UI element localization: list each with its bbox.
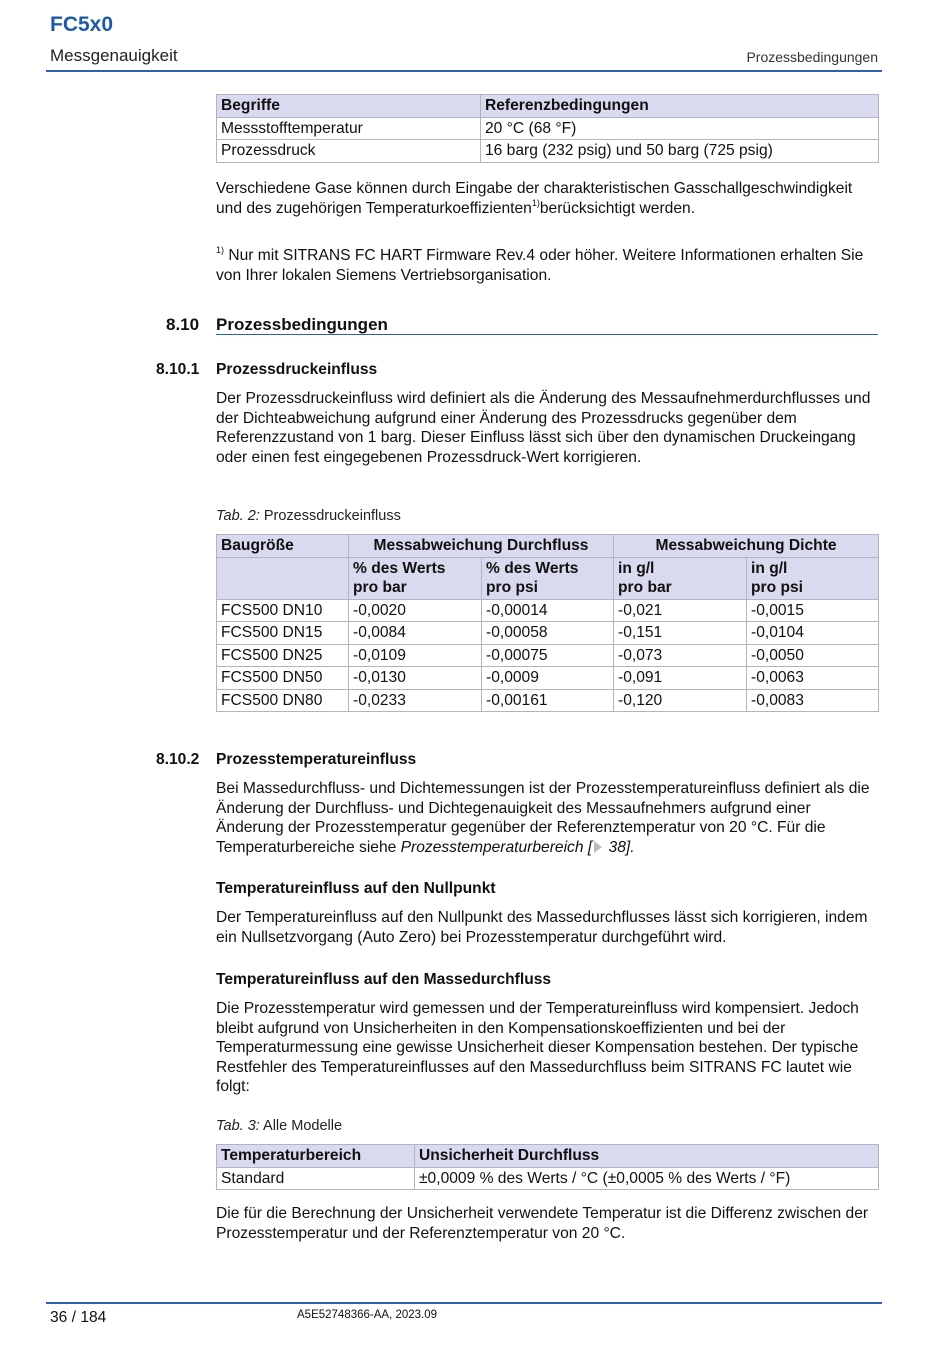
table-row: [217, 117, 879, 140]
footnote-text: Nur mit SITRANS FC HART Firmware Rev.4 oder höher. Weitere Informationen erhalten Sie von Ihrer lokalen Siemens Vertriebsorganisation.: [216, 247, 864, 284]
subsection-title: Prozessdruckeinfluss: [216, 361, 378, 378]
table-cell: -0,00161: [482, 689, 614, 712]
table-header-cell: [349, 557, 482, 599]
table-cell: FCS500 DN25: [217, 644, 349, 667]
closing-paragraph: Die für die Berechnung der Unsicherheit verwendete Temperatur ist die Differenz zwischen der Prozesstemperatur und der Referenztemperatur von 20 °C.: [216, 1205, 869, 1242]
table-row: [217, 1167, 879, 1190]
table-header-row: [217, 1145, 879, 1168]
table-cell: -0,021: [614, 599, 747, 622]
page-arrow-icon: [594, 841, 602, 853]
table-cell: -0,0084: [349, 622, 482, 645]
caption-text: Alle Modelle: [259, 1118, 343, 1134]
xref-text: Prozesstemperaturbereich [: [400, 838, 593, 856]
section-rule: [216, 334, 878, 335]
footer-rule: [46, 1302, 882, 1304]
header-line: in g/l: [618, 559, 655, 577]
table-header-cell: [614, 557, 747, 599]
table-header-cell: [482, 557, 614, 599]
section-title: Prozessbedingungen: [216, 315, 388, 334]
table-cell: 16 barg (232 psig) und 50 barg (725 psig): [481, 140, 879, 163]
table-row: [217, 140, 879, 163]
gases-text: Verschiedene Gase können durch Eingabe der charakteristischen Gasschallgeschwindigkeit und des zugehörigen Temperaturkoeffizienten: [216, 180, 853, 217]
mass-flow-paragraph: Die Prozesstemperatur wird gemessen und der Temperatureinfluss wird kompensiert. Jedoch bleibt aufgrund von Unsicherheiten in den Kompensationskoeffizienten und bei der Temperaturmessung eine gewisse Unsicherheit dieser Kompensation bestehen. Der typische Restfehler des Temperatureinflusses auf den Massedurchfluss beim SITRANS FC lautet wie folgt:: [216, 1000, 859, 1095]
header-line: % des Werts: [486, 559, 579, 577]
table-cell: FCS500 DN80: [217, 689, 349, 712]
zero-point-paragraph: Der Temperatureinfluss auf den Nullpunkt des Massedurchflusses lässt sich korrigieren, indem ein Nullsetzvorgang (Auto Zero) bei Prozesstemperatur durchgeführt wird.: [216, 909, 868, 946]
header-line: % des Werts: [353, 559, 446, 577]
table-cell: -0,0063: [747, 667, 879, 690]
table-cell: FCS500 DN50: [217, 667, 349, 690]
table-cell: ±0,0009 % des Werts / °C (±0,0005 % des Werts / °F): [415, 1167, 879, 1190]
table-row: [217, 644, 879, 667]
subsection-number: 8.10.2: [156, 751, 200, 768]
table-header-row: [217, 95, 879, 118]
table-header-cell: Unsicherheit Durchfluss: [415, 1145, 879, 1168]
table-row: [217, 689, 879, 712]
mass-flow-heading: Temperatureinfluss auf den Massedurchfluss: [216, 971, 552, 988]
table-row: [217, 667, 879, 690]
temperature-uncertainty-table: [216, 1144, 879, 1190]
table-cell: Standard: [217, 1167, 415, 1190]
table-cell: -0,120: [614, 689, 747, 712]
table-cell: -0,073: [614, 644, 747, 667]
table-header-row: [217, 535, 879, 558]
header-rule: [46, 70, 882, 72]
paragraph-text: Bei Massedurchfluss- und Dichtemessungen ist der Prozesstemperatureinfluss definiert als die Änderung der Durchfluss- und Dichtegenauigkeit des Messaufnehmers aufgrund einer Änderung der Prozesstemperatur gegenüber der Referenztemperatur von 20 °C. Für die Temperaturbereiche siehe: [216, 780, 870, 856]
table-cell: -0,00075: [482, 644, 614, 667]
table-header-cell: [217, 557, 349, 599]
table-cell: -0,0083: [747, 689, 879, 712]
product-name: FC5x0: [50, 13, 114, 36]
table-cell: -0,0015: [747, 599, 879, 622]
table-cell: -0,00014: [482, 599, 614, 622]
cross-reference-link[interactable]: [401, 839, 635, 856]
table-caption: [216, 508, 401, 524]
table-header-cell: Referenzbedingungen: [481, 95, 879, 118]
table-header-cell: Baugröße: [217, 535, 349, 558]
table-subheader-row: [217, 557, 879, 599]
caption-label: Tab. 2:: [216, 508, 260, 524]
caption-label: Tab. 3:: [216, 1118, 260, 1134]
document-id: A5E52748366-AA, 2023.09: [297, 1309, 438, 1321]
table-row: [217, 599, 879, 622]
table-cell: 20 °C (68 °F): [481, 117, 879, 140]
table-row: [217, 622, 879, 645]
header-line: pro psi: [751, 579, 803, 596]
table-cell: -0,151: [614, 622, 747, 645]
zero-point-heading: Temperatureinfluss auf den Nullpunkt: [216, 880, 496, 897]
table-cell: Prozessdruck: [217, 140, 481, 163]
table-header-cell: Begriffe: [217, 95, 481, 118]
table-cell: Messstofftemperatur: [217, 117, 481, 140]
section-number: 8.10: [166, 315, 200, 334]
pressure-influence-paragraph: Der Prozessdruckeinfluss wird definiert als die Änderung des Messaufnehmerdurchflusses und der Dichteabweichung aufgrund einer Änderung des Prozessdrucks gegenüber dem Referenzzustand von 1 barg. Dieser Einfluss lässt sich über den dynamischen Druckeingang oder einen fest eingegebenen Prozessdruck-Wert korrigieren.: [216, 390, 871, 466]
table-header-cell: Messabweichung Durchfluss: [349, 535, 614, 558]
table-header-cell: [747, 557, 879, 599]
pressure-influence-table: [216, 534, 879, 712]
subsection-number: 8.10.1: [156, 361, 200, 378]
table-cell: FCS500 DN15: [217, 622, 349, 645]
chapter-title: Messgenauigkeit: [50, 46, 178, 65]
table-cell: -0,00058: [482, 622, 614, 645]
subsection-title: Prozesstemperatureinfluss: [216, 751, 417, 768]
gases-text-end: berücksichtigt werden.: [539, 199, 696, 217]
table-cell: -0,0233: [349, 689, 482, 712]
gases-paragraph: [216, 179, 878, 218]
running-section-title: Prozessbedingungen: [746, 49, 878, 65]
header-line: pro bar: [353, 579, 407, 596]
table-cell: -0,0130: [349, 667, 482, 690]
table-header-cell: Messabweichung Dichte: [614, 535, 879, 558]
table-caption: [216, 1118, 342, 1134]
footnote: [216, 246, 878, 285]
xref-page: 38].: [604, 838, 635, 856]
table-cell: -0,0104: [747, 622, 879, 645]
footnote-marker: 1): [531, 197, 540, 208]
reference-conditions-table: [216, 94, 879, 163]
table-cell: -0,0109: [349, 644, 482, 667]
header-line: in g/l: [751, 559, 788, 577]
table-cell: -0,0020: [349, 599, 482, 622]
page-number: 36 / 184: [50, 1309, 107, 1326]
table-cell: FCS500 DN10: [217, 599, 349, 622]
footnote-mark: 1): [216, 245, 225, 255]
header-line: pro psi: [486, 579, 538, 596]
caption-text: Prozessdruckeinfluss: [259, 508, 401, 524]
table-header-cell: Temperaturbereich: [217, 1145, 415, 1168]
table-cell: -0,091: [614, 667, 747, 690]
table-cell: -0,0050: [747, 644, 879, 667]
header-line: pro bar: [618, 579, 672, 596]
temperature-influence-paragraph: [216, 779, 878, 857]
table-cell: -0,0009: [482, 667, 614, 690]
